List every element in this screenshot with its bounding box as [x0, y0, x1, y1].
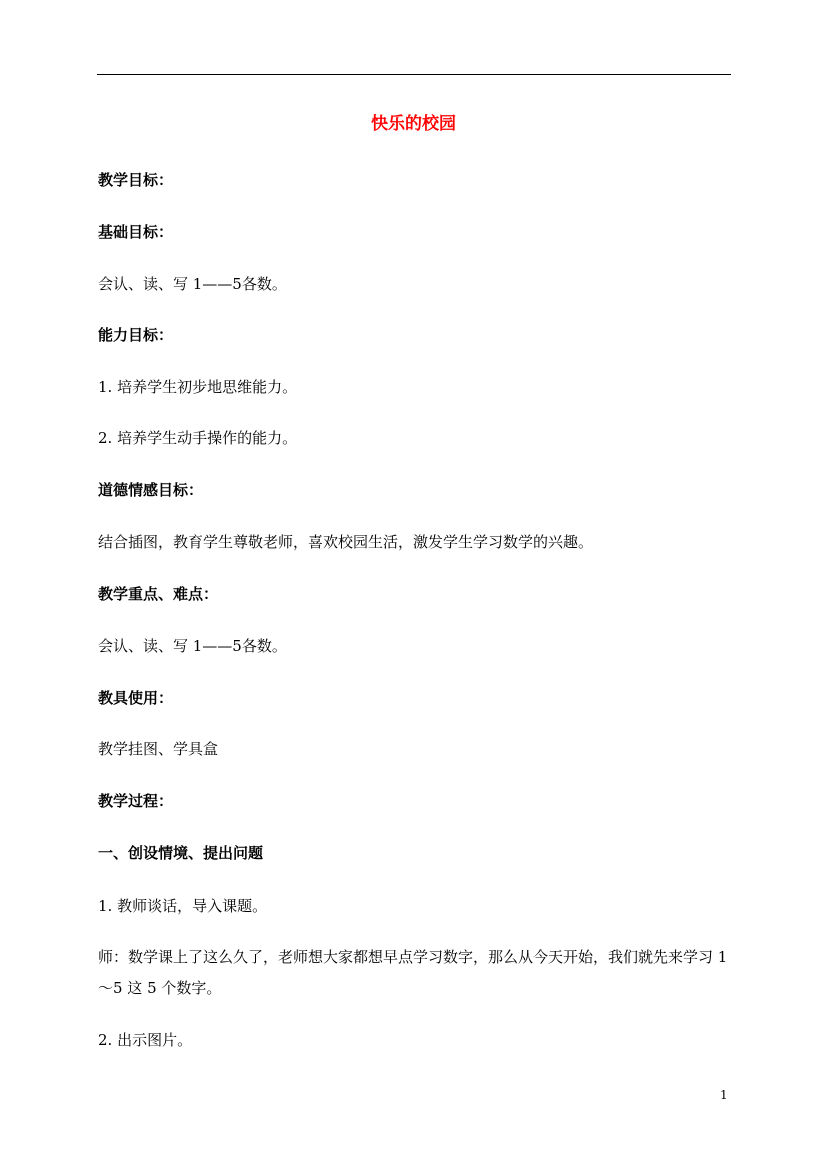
heading-teaching-goals: 教学目标： [98, 171, 174, 189]
page-number: 1 [720, 1088, 728, 1102]
paragraph-moral-goals: 结合插图，教育学生尊敬老师，喜欢校园生活，激发学生学习数学的兴趣。 [98, 533, 594, 551]
heading-teaching-aids: 教具使用： [98, 689, 174, 707]
list-item-ability-1: 1. 培养学生初步地思维能力。 [98, 378, 298, 396]
heading-key-points: 教学重点、难点： [98, 585, 219, 603]
heading-ability-goals: 能力目标： [98, 326, 174, 344]
list-item-step-2: 2. 出示图片。 [98, 1031, 193, 1049]
header-rule [97, 74, 731, 75]
paragraph-basic-goals: 会认、读、写 1——5各数。 [98, 275, 287, 293]
paragraph-teaching-aids: 教学挂图、学具盒 [98, 740, 219, 758]
list-item-step-1: 1. 教师谈话，导入课题。 [98, 897, 268, 915]
document-title: 快乐的校园 [371, 114, 456, 134]
list-item-ability-2: 2. 培养学生动手操作的能力。 [98, 429, 298, 447]
paragraph-key-points: 会认、读、写 1——5各数。 [98, 637, 287, 655]
heading-teaching-process: 教学过程： [98, 792, 174, 810]
heading-moral-goals: 道德情感目标： [98, 481, 204, 499]
heading-basic-goals: 基础目标： [98, 223, 174, 241]
paragraph-teacher-speech: 师：数学课上了这么久了，老师想大家都想早点学习数字，那么从今天开始，我们就先来学习 1～5 这 5 个数字。 [98, 948, 728, 997]
heading-section-one: 一、创设情境、提出问题 [98, 844, 264, 862]
